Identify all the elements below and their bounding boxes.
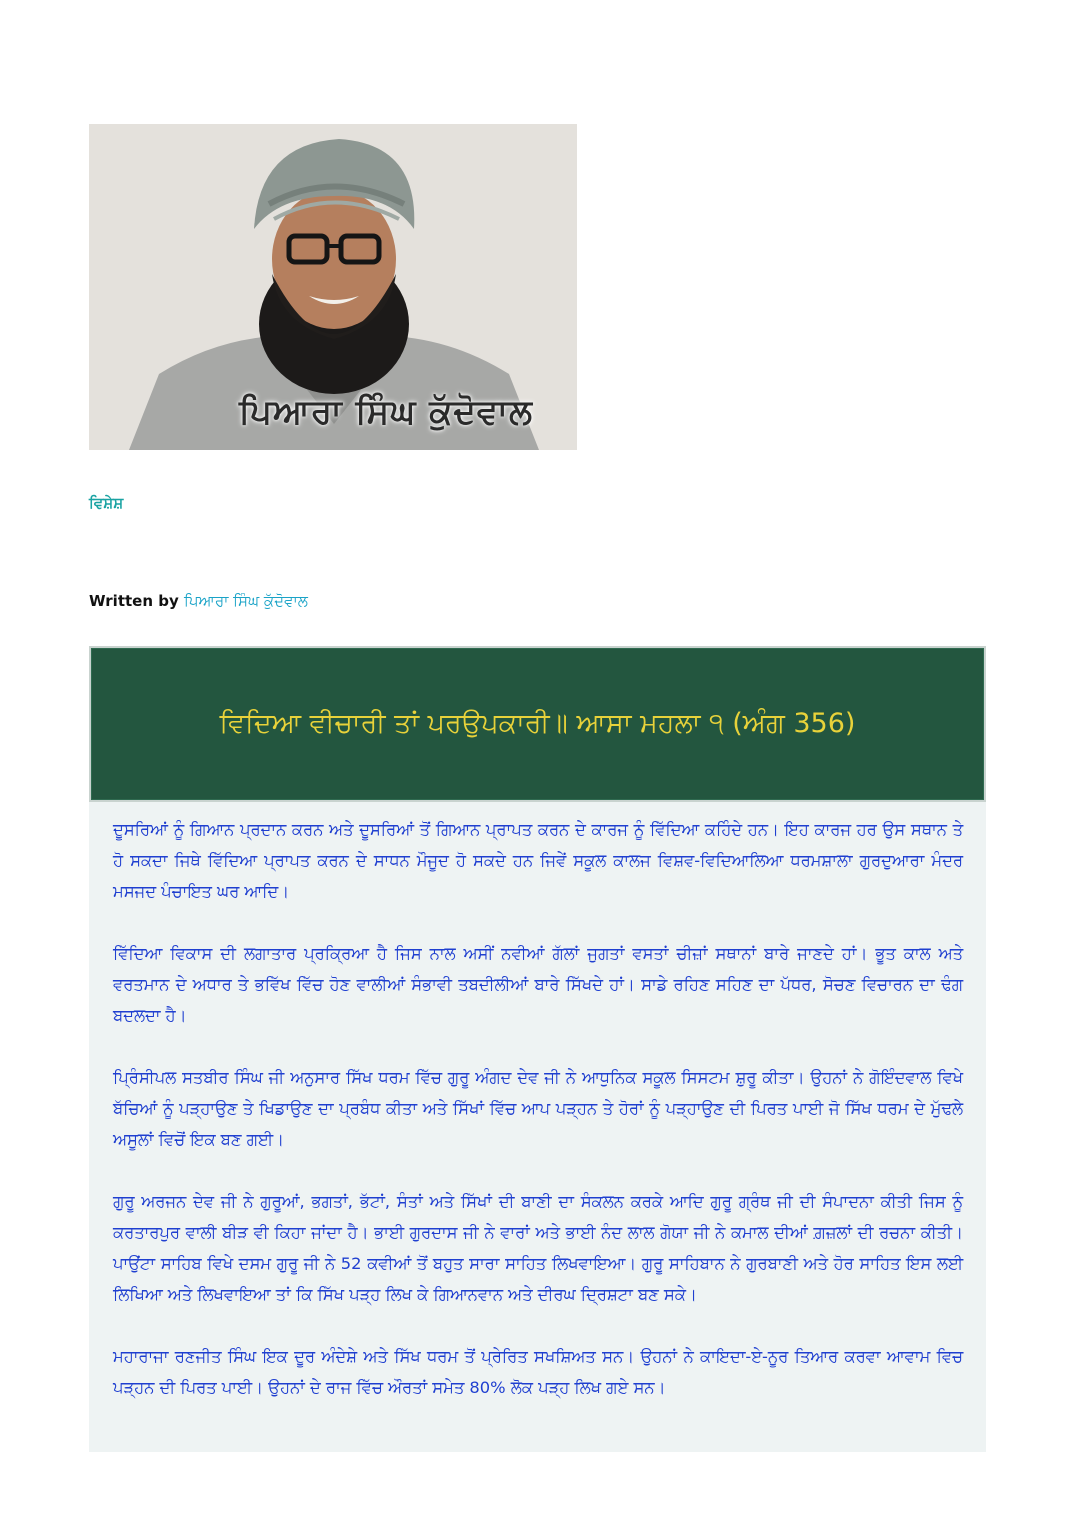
author-link[interactable]: ਪਿਆਰਾ ਸਿੰਘ ਕੁੱਦੋਵਾਲ [184, 592, 308, 610]
article-body [113, 814, 963, 1434]
paragraph: ਦੂਸਰਿਆਂ ਨੂੰ ਗਿਆਨ ਪ੍ਰਦਾਨ ਕਰਨ ਅਤੇ ਦੂਸਰਿਆਂ ਤੋਂ ਗਿਆਨ ਪ੍ਰਾਪਤ ਕਰਨ ਦੇ ਕਾਰਜ ਨੂੰ ਵਿੱਦਿਆ ਕਹਿੰਦੇ ਹਨ। ਇਹ ਕਾਰਜ ਹਰ ਉਸ ਸਥਾਨ ਤੇ ਹੋ ਸਕਦਾ ਜਿਥੇ ਵਿੱਦਿਆ ਪ੍ਰਾਪਤ ਕਰਨ ਦੇ ਸਾਧਨ ਮੌਜੂਦ ਹੋ ਸਕਦੇ ਹਨ ਜਿਵੇਂ ਸਕੂਲ ਕਾਲਜ ਵਿਸ਼ਵ-ਵਿਦਿਆਲਿਆ ਧਰਮਸ਼ਾਲਾ ਗੁਰਦੁਆਰਾ ਮੰਦਰ ਮਸਜਦ ਪੰਚਾਇਤ ਘਰ ਆਦਿ। [113, 820, 963, 901]
paragraph: ਵਿੱਦਿਆ ਵਿਕਾਸ ਦੀ ਲਗਾਤਾਰ ਪ੍ਰਕ੍ਰਿਆ ਹੈ ਜਿਸ ਨਾਲ ਅਸੀਂ ਨਵੀਆਂ ਗੱਲਾਂ ਜੁਗਤਾਂ ਵਸਤਾਂ ਚੀਜ਼ਾਂ ਸਥਾਨਾਂ ਬਾਰੇ ਜਾਣਦੇ ਹਾਂ। ਭੂਤ ਕਾਲ ਅਤੇ ਵਰਤਮਾਨ ਦੇ ਅਧਾਰ ਤੇ ਭਵਿੱਖ ਵਿੱਚ ਹੋਣ ਵਾਲੀਆਂ ਸੰਭਾਵੀ ਤਬਦੀਲੀਆਂ ਬਾਰੇ ਸਿੱਖਦੇ ਹਾਂ। ਸਾਡੇ ਰਹਿਣ ਸਹਿਣ ਦਾ ਪੱਧਰ, ਸੋਚਣ ਵਿਚਾਰਨ ਦਾ ਢੰਗ ਬਦਲਦਾ ਹੈ। [113, 944, 963, 1025]
paragraph: ਮਹਾਰਾਜਾ ਰਣਜੀਤ ਸਿੰਘ ਇਕ ਦੂਰ ਅੰਦੇਸ਼ੇ ਅਤੇ ਸਿੱਖ ਧਰਮ ਤੋਂ ਪ੍ਰੇਰਿਤ ਸਖਸ਼ਿਅਤ ਸਨ। ਉਹਨਾਂ ਨੇ ਕਾਇਦਾ-ਏ-ਨੂਰ ਤਿਆਰ ਕਰਵਾ ਆਵਾਮ ਵਿਚ ਪੜ੍ਹਨ ਦੀ ਪਿਰਤ ਪਾਈ। ਉਹਨਾਂ ਦੇ ਰਾਜ ਵਿੱਚ ਔਰਤਾਂ ਸਮੇਤ 80% ਲੋਕ ਪੜ੍ਹ ਲਿਖ ਗਏ ਸਨ। [113, 1347, 963, 1397]
paragraph: ਗੁਰੂ ਅਰਜਨ ਦੇਵ ਜੀ ਨੇ ਗੁਰੂਆਂ, ਭਗਤਾਂ, ਭੱਟਾਂ, ਸੰਤਾਂ ਅਤੇ ਸਿੱਖਾਂ ਦੀ ਬਾਣੀ ਦਾ ਸੰਕਲਨ ਕਰਕੇ ਆਦਿ ਗੁਰੂ ਗ੍ਰੰਥ ਜੀ ਦੀ ਸੰਪਾਦਨਾ ਕੀਤੀ ਜਿਸ ਨੂੰ ਕਰਤਾਰਪੁਰ ਵਾਲੀ ਬੀੜ ਵੀ ਕਿਹਾ ਜਾਂਦਾ ਹੈ। ਭਾਈ ਗੁਰਦਾਸ ਜੀ ਨੇ ਵਾਰਾਂ ਅਤੇ ਭਾਈ ਨੰਦ ਲਾਲ ਗੋਯਾ ਜੀ ਨੇ ਕਮਾਲ ਦੀਆਂ ਗ਼ਜ਼ਲਾਂ ਦੀ ਰਚਨਾ ਕੀਤੀ। ਪਾਉਂਟਾ ਸਾਹਿਬ ਵਿਖੇ ਦਸਮ ਗੁਰੂ ਜੀ ਨੇ 52 ਕਵੀਆਂ ਤੋਂ ਬਹੁਤ ਸਾਰਾ ਸਾਹਿਤ ਲਿਖਵਾਇਆ। ਗੁਰੂ ਸਾਹਿਬਾਨ ਨੇ ਗੁਰਬਾਣੀ ਅਤੇ ਹੋਰ ਸਾਹਿਤ ਇਸ ਲਈ ਲਿਖਿਆ ਅਤੇ ਲਿਖਵਾਇਆ ਤਾਂ ਕਿ ਸਿੱਖ ਪੜ੍ਹ ਲਿਖ ਕੇ ਗਿਆਨਵਾਨ ਅਤੇ ਦੀਰਘ ਦ੍ਰਿਸ਼ਟਾ ਬਣ ਸਕੇ। [113, 1192, 963, 1304]
article-container [89, 646, 986, 1452]
byline [89, 592, 308, 610]
article-title: ਵਿਦਿਆ ਵੀਚਾਰੀ ਤਾਂ ਪਰਉਪਕਾਰੀ॥ ਆਸਾ ਮਹਲਾ ੧ (ਅੰਗ 356) [219, 708, 856, 739]
author-photo [89, 124, 577, 450]
paragraph: ਪ੍ਰਿੰਸੀਪਲ ਸਤਬੀਰ ਸਿੰਘ ਜੀ ਅਨੁਸਾਰ ਸਿੱਖ ਧਰਮ ਵਿੱਚ ਗੁਰੂ ਅੰਗਦ ਦੇਵ ਜੀ ਨੇ ਆਧੁਨਿਕ ਸਕੂਲ ਸਿਸਟਮ ਸ਼ੁਰੂ ਕੀਤਾ। ਉਹਨਾਂ ਨੇ ਗੋਇੰਦਵਾਲ ਵਿਖੇ ਬੱਚਿਆਂ ਨੂੰ ਪੜ੍ਹਾਉਣ ਤੇ ਖਿਡਾਉਣ ਦਾ ਪ੍ਰਬੰਧ ਕੀਤਾ ਅਤੇ ਸਿੱਖਾਂ ਵਿੱਚ ਆਪ ਪੜ੍ਹਨ ਤੇ ਹੋਰਾਂ ਨੂੰ ਪੜ੍ਹਾਉਣ ਦੀ ਪਿਰਤ ਪਾਈ ਜੋ ਸਿੱਖ ਧਰਮ ਦੇ ਮੁੱਢਲੇ ਅਸੂਲਾਂ ਵਿਚੋਂ ਇਕ ਬਣ ਗਈ। [113, 1068, 963, 1149]
photo-caption: ਪਿਆਰਾ ਸਿੰਘ ਕੁੱਦੋਵਾਲ [239, 392, 533, 432]
byline-prefix: Written by [89, 592, 179, 610]
category-link[interactable]: ਵਿਸ਼ੇਸ਼ [89, 494, 124, 512]
article-title-bar [89, 646, 986, 802]
